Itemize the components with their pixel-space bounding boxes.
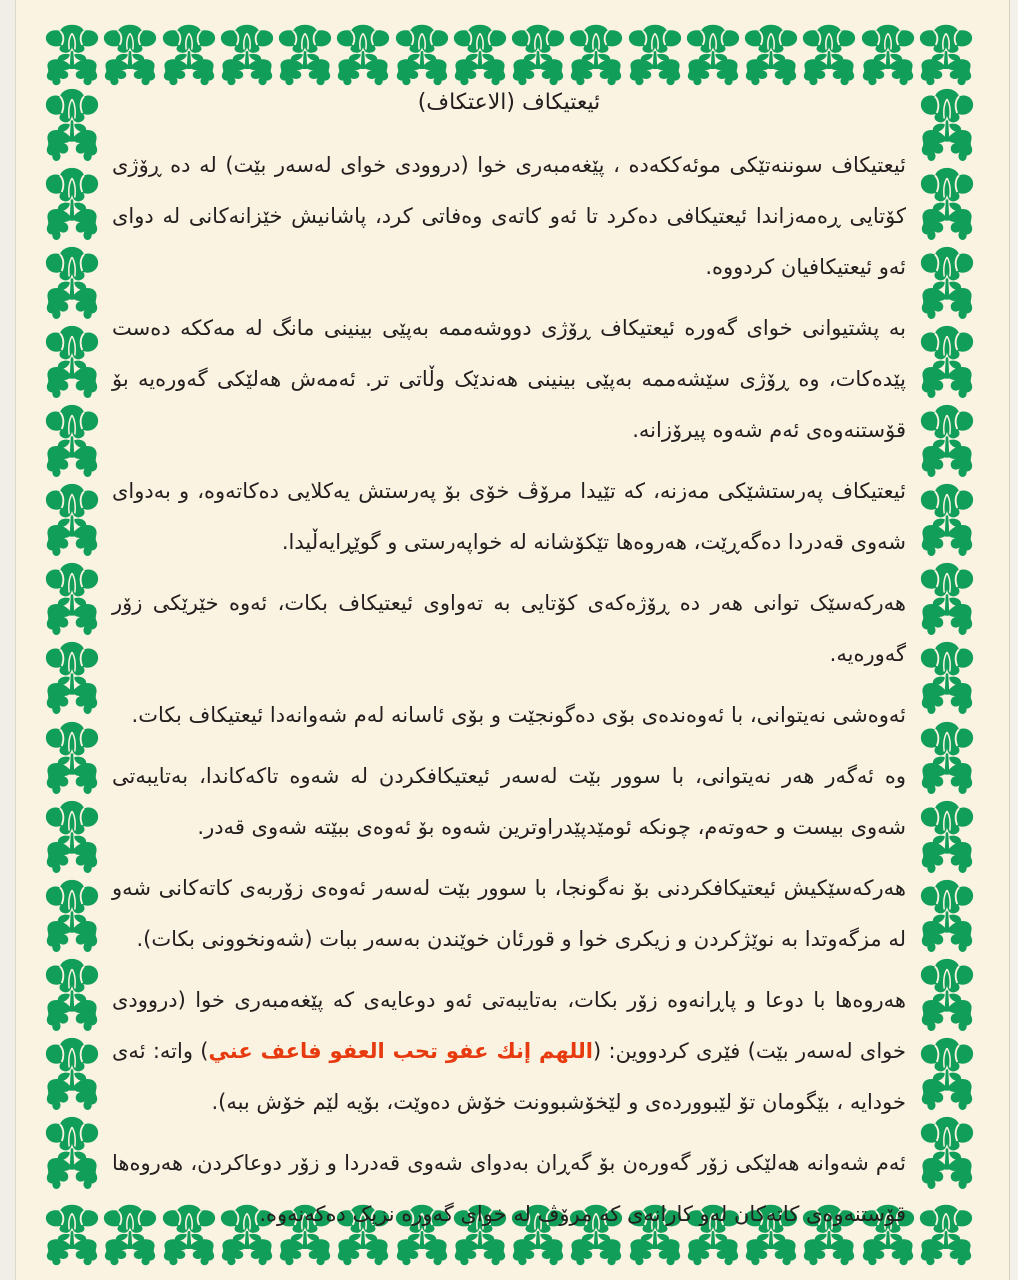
flower-motif-icon [918,24,974,86]
flower-motif-icon [44,483,100,557]
page-title: ئیعتیکاف (الاعتكاف) [417,90,601,115]
paragraph [112,690,906,741]
content-area [112,88,906,1250]
flower-border-top [44,24,974,86]
scan-edge-left [0,0,16,1280]
flower-motif-icon [44,1204,100,1266]
flower-motif-icon [44,721,100,795]
paragraph [112,975,906,1128]
paragraph-text: ) واتە: ئەی خودایە ، بێگومان تۆ لێبووردەی و لێخۆشبوونت خۆش دەوێت، بۆیە لێم خۆش ببە). [112,1039,906,1114]
paragraph-text: وە ئەگەر هەر نەیتوانی، با سوور بێت لەسەر ئیعتیکافکردن لە شەوە تاکەکاندا، بەتایبەتی شەوی بیست و حەوتەم، چونکە ئومێدپێدراوترین شەوە بۆ ئەوەی ببێتە شەوی قەدر. [112,764,906,839]
paragraph [112,303,906,456]
flower-motif-icon [918,1204,974,1266]
flower-motif-icon [161,24,217,86]
flower-motif-icon [627,24,683,86]
paragraph [112,863,906,965]
flower-motif-icon [44,246,100,320]
flower-motif-icon [919,958,975,1032]
flower-motif-icon [510,24,566,86]
paragraph-text: ئیعتیکاف سوننەتێکی موئەککەدە ، پێغەمبەری خوا (دروودی خوای لەسەر بێت) لە دە ڕۆژی کۆتایی ڕەمەزاندا ئیعتیکافی دەکرد تا ئەو کاتەی وەفاتی کرد، پاشانیش خێزانەکانی لە دوای ئەو ئیعتیکافیان کردووە. [112,153,906,279]
flower-border-right [919,88,975,1190]
dua-highlight-text: اللهم إنك عفو تحب العفو فاعف عني [208,1039,594,1063]
paragraph-text: ئەوەشی نەیتوانی، با ئەوەندەی بۆی دەگونجێت و بۆی ئاسانە لەم شەوانەدا ئیعتیکاف بکات. [131,703,906,727]
flower-motif-icon [452,24,508,86]
paragraph [112,751,906,853]
flower-motif-icon [44,88,100,162]
paragraph-text: هەروەها با دوعا و پاڕانەوە زۆر بکات، بەتایبەتی ئەو دوعایەی کە پێغەمبەری خوا (دروودی خوای لەسەر بێت) فێری کردووین: ( [112,988,906,1063]
flower-motif-icon [44,641,100,715]
flower-motif-icon [44,958,100,1032]
flower-motif-icon [919,404,975,478]
flower-motif-icon [801,24,857,86]
flower-motif-icon [919,562,975,636]
flower-motif-icon [919,721,975,795]
flower-motif-icon [219,24,275,86]
paragraph-text: هەرکەسێک توانی هەر دە ڕۆژەکەی کۆتایی بە تەواوی ئیعتیکاف بکات، ئەوە خێرێکی زۆر گەورەیە. [112,591,906,666]
flower-motif-icon [335,24,391,86]
scan-edge-right [1009,0,1018,1280]
flower-motif-icon [919,246,975,320]
flower-motif-icon [919,1037,975,1111]
flower-motif-icon [919,641,975,715]
flower-motif-icon [685,24,741,86]
flower-motif-icon [919,325,975,399]
flower-motif-icon [919,1116,975,1190]
flower-motif-icon [568,24,624,86]
flower-motif-icon [44,325,100,399]
flower-motif-icon [277,24,333,86]
flower-motif-icon [102,24,158,86]
flower-motif-icon [44,1116,100,1190]
flower-motif-icon [919,483,975,557]
flower-motif-icon [44,562,100,636]
paragraph [112,1138,906,1240]
flower-border-left [44,88,100,1190]
flower-motif-icon [919,88,975,162]
paragraph [112,140,906,293]
paragraph-text: ئیعتیکاف پەرستشێکی مەزنە، کە تێیدا مرۆڤ خۆی بۆ پەرستش یەکلایی دەکاتەوە، و بەدوای شەوی قەدردا دەگەڕێت، هەروەها تێکۆشانە لە خواپەرستی و گوێڕایەڵیدا. [112,479,906,554]
flower-motif-icon [44,879,100,953]
flower-motif-icon [860,24,916,86]
flower-motif-icon [743,24,799,86]
flower-motif-icon [44,800,100,874]
flower-motif-icon [44,167,100,241]
flower-motif-icon [44,404,100,478]
flower-motif-icon [919,167,975,241]
paragraph-text: ئەم شەوانە هەلێکی زۆر گەورەن بۆ گەڕان بەدوای شەوی قەدردا و زۆر دوعاکردن، هەروەها قۆستنەوەی کاتەکان لەو کارانەی کە مرۆڤ لە خوای گەورە نزیک دەکەنەوە. [112,1151,906,1226]
paragraph-list [112,140,906,1240]
flower-motif-icon [394,24,450,86]
flower-motif-icon [44,1037,100,1111]
paragraph-text: هەرکەسێکیش ئیعتیکافکردنی بۆ نەگونجا، با سوور بێت لەسەر ئەوەی زۆربەی کاتەکانی شەو لە مزگەوتدا بە نوێژکردن و زیکری خوا و قورئان خوێندن بەسەر ببات (شەونخوونی بکات). [112,876,906,951]
paragraph [112,578,906,680]
paragraph-text: بە پشتیوانی خوای گەورە ئیعتیکاف ڕۆژی دووشەممە بەپێی بینینی مانگ لە مەککە دەست پێدەکات، وە ڕۆژی سێشەممە بەپێی بینینی هەندێک وڵاتی تر. ئەمەش هەلێکی گەورەیە بۆ قۆستنەوەی ئەم شەوە پیرۆزانە. [112,316,906,442]
paragraph [112,466,906,568]
flower-motif-icon [919,800,975,874]
flower-motif-icon [919,879,975,953]
flower-motif-icon [44,24,100,86]
